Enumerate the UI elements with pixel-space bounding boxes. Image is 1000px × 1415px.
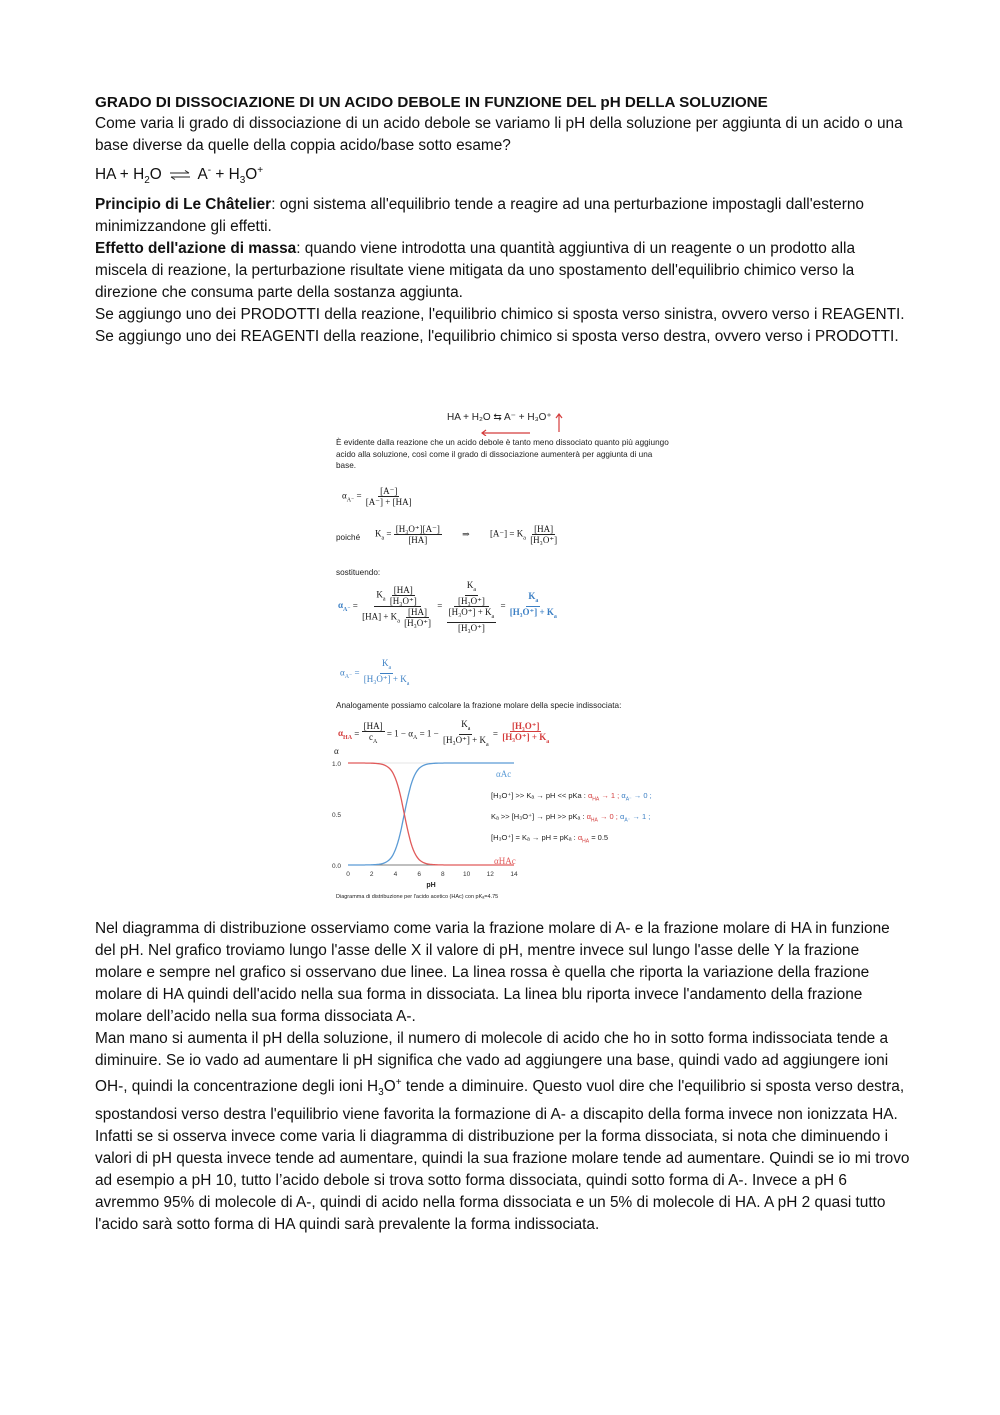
le-chatelier-paragraph: Principio di Le Châtelier: ogni sistema all'equilibrio tende a reagire ad una perturbazione impostagli dall'esterno minimizzandone gli effetti. — [95, 196, 864, 236]
figure-caption: Diagramma di distribuzione per l'acido acetico (HAc) con pKₐ=4.75 — [336, 894, 499, 900]
examples-paragraph: Infatti se si osserva invece come varia li diagramma di distribuzione per la forma dissociata, si nota che diminuendo i valori di pH questa invece tende ad aumentare, quindi la sua frazione molare tende ad aumentare. Quindi se io mi trovo ad esempio a pH 10, tutto l’acido debole si trova sotto forma dissociata, quindi sotto forma di A-. Invece a pH 6 avremmo 95% di molecole di A-, quindi di acido nella forma dissociata e un 5% di molecole di HA. A pH 2 quasi tutto l'acido sarà sotto forma di HA quindi sarà prevalente la forma indissociata. — [95, 1128, 910, 1234]
figure-equation: HA + H₂O ⇆ A⁻ + H₃O⁺ — [447, 412, 552, 423]
mass-action-paragraph: Effetto dell'azione di massa: quando viene introdotta una quantità aggiuntiva di un reagente o un prodotto alla miscela di reazione, la perturbazione risultate viene mitigata da uno spostamento dell'equilibrio chimico verso la direzione che consuma parte della sostanza aggiunta. — [95, 240, 856, 302]
diagram-paragraph: Nel diagramma di distribuzione osserviamo come varia la frazione molare di A- e la frazione molare di HA in funzione del pH. Nel grafico troviamo lungo l'asse delle X il valore di pH, mentre invece sul lungo l'asse delle Y la frazione molare e sempre nel grafico si osservano due linee. La linea rossa è quella che riporta la variazione della frazione molare di HA quindi dell'acido nella sua forma in dissociata. La linea blu riporta invece l'andamento della frazione molare dell’acido nella sua forma dissociata A-. — [95, 920, 890, 1025]
shift-arrows-icon — [470, 412, 570, 436]
intro-paragraph: Come varia li grado di dissociazione di un acido debole se variamo li pH della soluzione per aggiunta di un acido o una base diverse da quelle della coppia acido/base sotto esame? — [95, 115, 903, 154]
analog-text: Analogamente possiamo calcolare la frazione molare della specie indissociata: — [336, 701, 622, 710]
x-tick-label: 6 — [417, 871, 421, 878]
ka-expression: $K_a$ = $\frac{\text{[H₃O⁺][A⁻]}}{[HA]}$ ⇒ $[A^-] = K_a$ $\frac{[HA]}{\text{[H₃O⁺]}}$ — [375, 524, 558, 545]
x-tick-label: 10 — [462, 871, 471, 878]
alpha-dissociated-formula: $\alpha_{A^-}$ = $\frac{K_a}{[H_3O^+] + K_a}$ — [340, 658, 410, 687]
x-axis-label: pH — [426, 882, 436, 889]
embedded-figure — [330, 404, 675, 904]
y-tick-label: 0.0 — [332, 863, 342, 870]
series-label-dissociated: αAc — [496, 769, 512, 779]
x-tick-label: 14 — [510, 871, 518, 878]
x-tick-label: 12 — [486, 871, 494, 878]
x-tick-label: 0 — [346, 871, 350, 878]
ph-increase-paragraph: Man mano si aumenta il pH della soluzione, il numero di molecole di acido che ho in sotto forma indissociata tende a diminuire. Se io vado ad aumentare li pH significa che vado ad aggiungere una base, quindi vado ad aggiungere ioni OH-, quindi la concentrazione degli ioni $H_3O^+$ tende a diminuire. Questo vuol dire che l'equilibrio si sposta verso destra, spostandosi verso destra l'equilibrio viene favorita la formazione di A- a discapito della forma invece non ionizzata HA. — [95, 1030, 905, 1124]
equilibrium-arrows-icon — [169, 170, 191, 180]
document-top — [95, 92, 910, 348]
alpha-definition: $\alpha_{A^-}$ = $\frac{[A^-]}{[A^-] + [HA]}$ — [342, 486, 412, 507]
reagents-paragraph: Se aggiungo uno dei REAGENTI della reazione, l'equilibrio chimico si sposta verso destra, ovvero verso i PRODOTTI. — [95, 328, 899, 346]
series-label-undissociated: αHAc — [494, 856, 516, 866]
x-tick-label: 2 — [369, 871, 374, 878]
series-line-undissociated — [348, 763, 514, 865]
condition-basic: Kₐ >> [H₃O⁺] → pH >> pKₐ : $\alpha_{HA} \to 0$ ; $\alpha_{A^-} \to 1$ ; — [491, 812, 651, 824]
reaction-equation: HA + $H_2O$ $A^- + H_3O^+$ — [95, 165, 264, 187]
poiche-label: poiché — [336, 533, 361, 542]
y-tick-label: 0.5 — [332, 812, 342, 819]
x-tick-label: 8 — [441, 871, 445, 878]
alpha-undissociated-formula: $\alpha_{HA}$ = $\frac{[HA]}{c_A}$ = $1 - \alpha_A = 1$ − $\frac{K_a}{[H_3O^+] + K_a}$ = $\frac{\text{[H₃O⁺]}}{[H_3O^+] + K_a}$ — [338, 719, 550, 748]
condition-acidic: [H₃O⁺] >> Kₐ → pH << pKa : $\alpha_{HA} \to 1$ ; $\alpha_{A^-} \to 0$ ; — [491, 791, 652, 803]
condition-equal: [H₃O⁺] = Kₐ → pH = pKₐ : $\alpha_{HA} = 0.5$ — [491, 833, 609, 845]
x-tick-label: 4 — [393, 871, 398, 878]
page-title: GRADO DI DISSOCIAZIONE DI UN ACIDO DEBOLE IN FUNZIONE DEL pH DELLA SOLUZIONE — [95, 94, 768, 111]
sostituendo-label: sostituendo: — [336, 568, 381, 577]
substitution-expression: $\alpha_{A^-}$ = $K_a$ $\frac{[HA]}{\text{[H₃O⁺]}}$ $[HA] + K_a$ $\frac{[HA]}{\text{[H₃O⁺]}}$ = $\frac{\frac{K_a}{\text{[H₃O⁺]}}}{\frac{[H_3O^+] + K_a}{\text{[H₃O⁺]}}}$ = $\frac{K_a}{[H_3O^+] + K_a}$ — [338, 580, 557, 633]
series-line-dissociated — [348, 763, 514, 865]
y-tick-label: 1.0 — [332, 761, 342, 768]
figure-explanation: È evidente dalla reazione che un acido debole è tanto meno dissociato quanto più aggiungo acido alla soluzione, così come il grado di dissociazione aumenterà per aggiunta di una base. — [336, 438, 669, 470]
products-paragraph: Se aggiungo uno dei PRODOTTI della reazione, l'equilibrio chimico si sposta verso sinistra, ovvero verso i REAGENTI. — [95, 306, 905, 324]
y-axis-label: α — [334, 746, 339, 756]
document-bottom — [95, 918, 910, 1236]
